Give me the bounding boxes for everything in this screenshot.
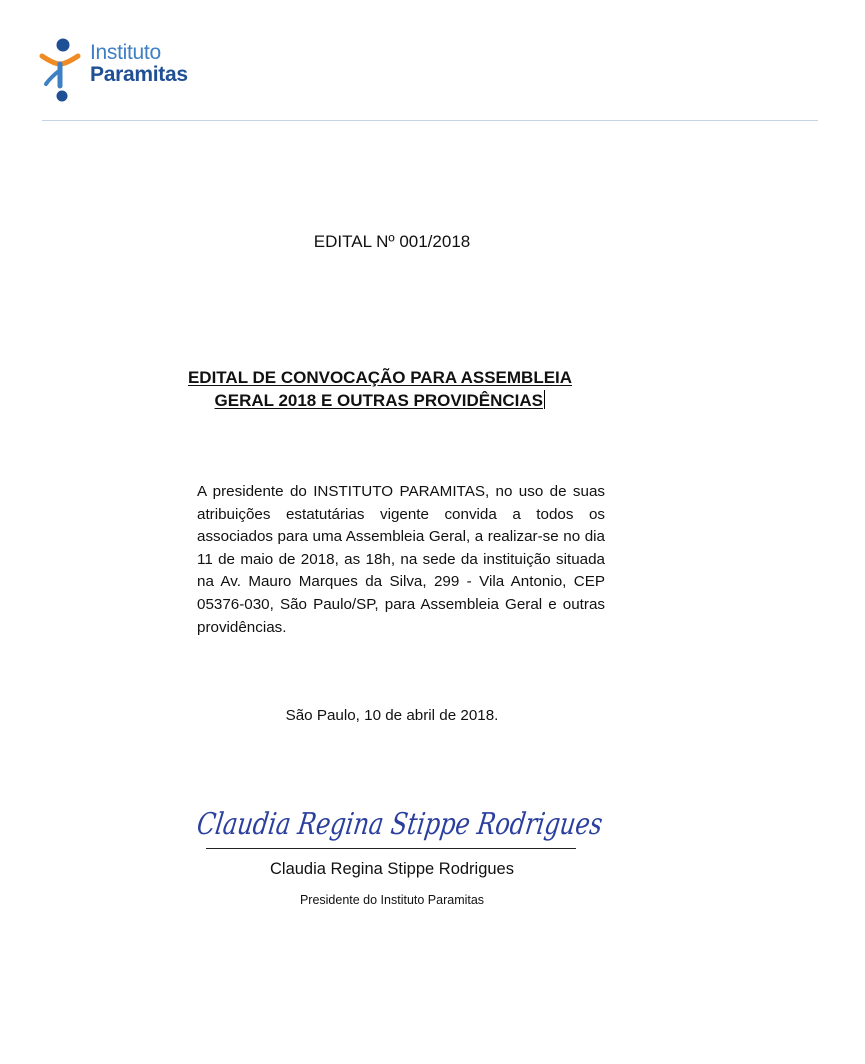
logo-text-paramitas: Paramitas (90, 63, 188, 86)
signer-name: Claudia Regina Stippe Rodrigues (270, 860, 514, 878)
title-line-1: EDITAL DE CONVOCAÇÃO PARA ASSEMBLEIA (187, 368, 573, 387)
body-paragraph: A presidente do INSTITUTO PARAMITAS, no uso de suas atribuições estatutárias vigente convida a todos os associados para uma Assembleia Geral, a realizar-se no dia 11 de maio de 2018, as 18h, na sede da instituição situada na Av. Mauro Marques da Silva, 299 - Vila Antonio, CEP 05376-030, São Paulo/SP, para Assembleia Geral e outras providências. (197, 483, 605, 636)
signature-line (206, 848, 576, 849)
edital-number: EDITAL Nº 001/2018 (313, 232, 471, 251)
signer-role: Presidente do Instituto Paramitas (299, 893, 485, 907)
signature-script: Claudia Regina Stippe Rodrigues (194, 807, 705, 842)
date-line: São Paulo, 10 de abril de 2018. (285, 707, 499, 724)
logo-text-instituto: Instituto (90, 41, 161, 64)
handwritten-signature (194, 790, 705, 860)
header-divider (42, 120, 818, 121)
document-title (170, 366, 590, 412)
logo-mark-icon (36, 34, 90, 104)
institute-logo (36, 34, 226, 104)
text-cursor (544, 390, 546, 409)
title-line-2: GERAL 2018 E OUTRAS PROVIDÊNCIAS (214, 391, 543, 410)
